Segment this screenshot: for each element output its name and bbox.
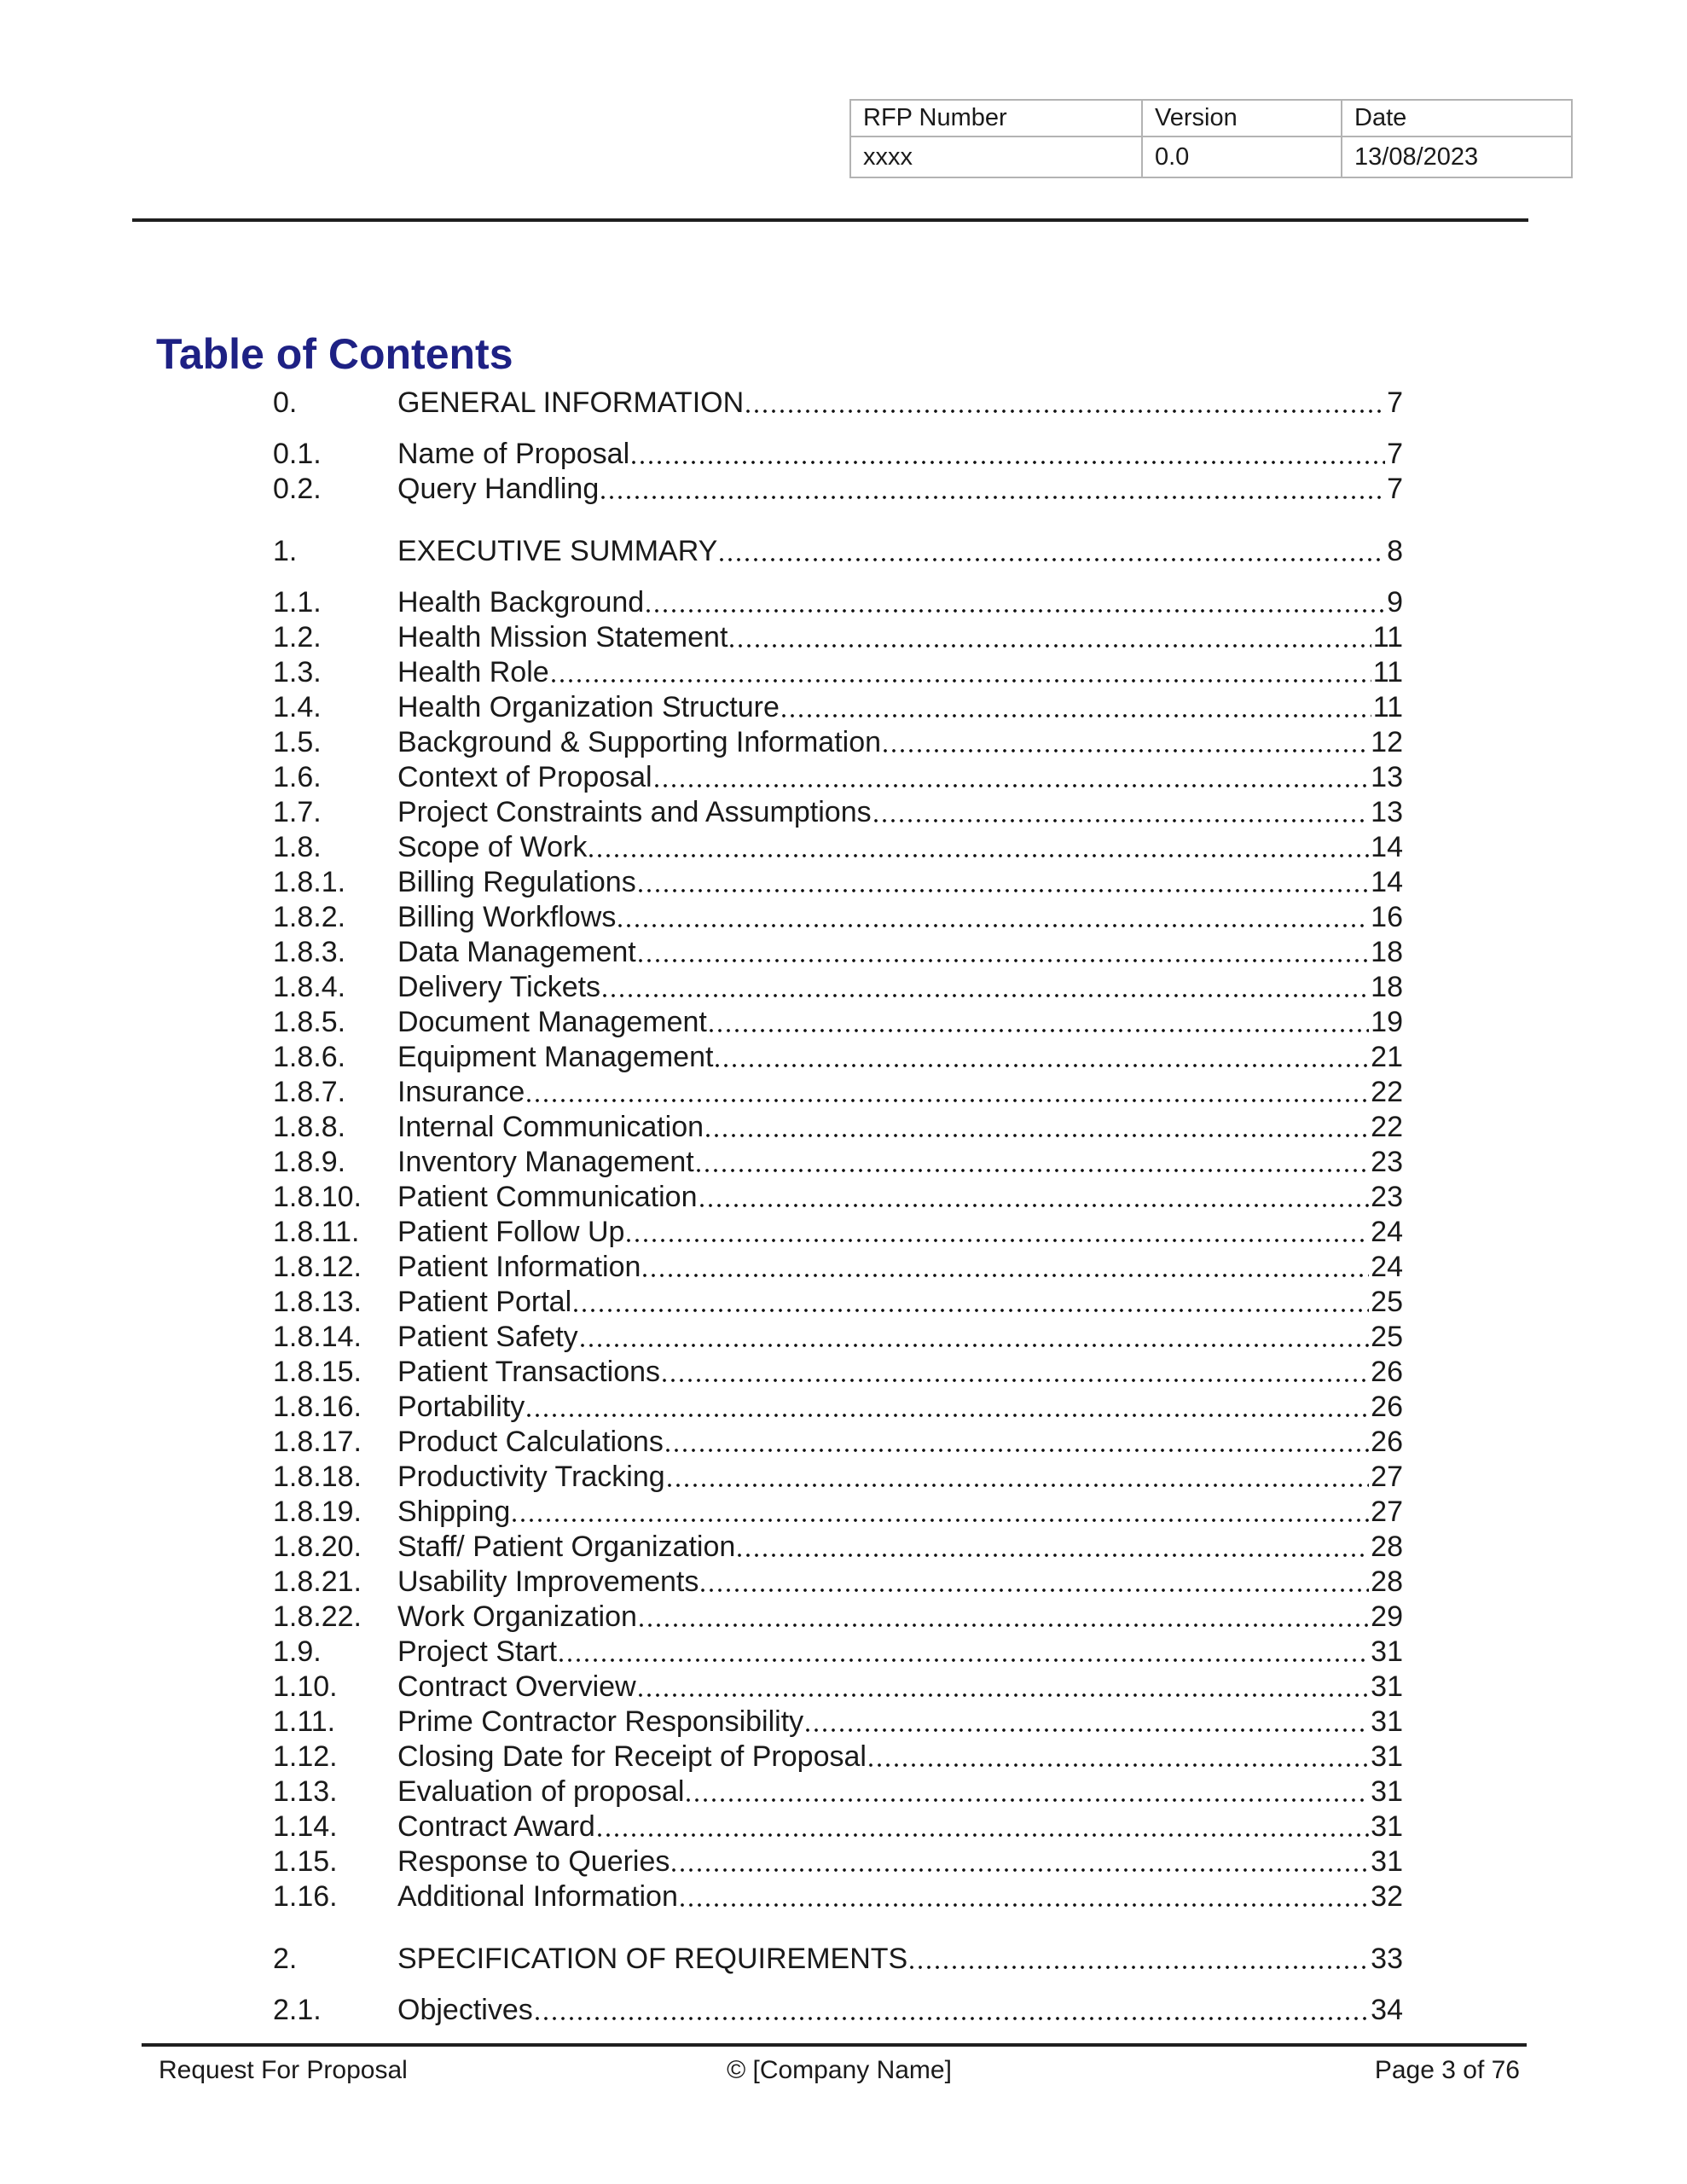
toc-dot-leader <box>639 1693 1370 1697</box>
toc-entry[interactable] <box>273 585 1403 620</box>
toc-entry[interactable] <box>273 795 1403 830</box>
toc-entry[interactable] <box>273 900 1403 935</box>
toc-entry[interactable] <box>273 1145 1403 1180</box>
toc-entry-page: 21 <box>1371 1041 1403 1073</box>
toc-entry-title: Evaluation of proposal <box>397 1775 685 1808</box>
toc-entry-title: Name of Proposal <box>397 438 630 470</box>
toc-entry[interactable] <box>273 1993 1403 2028</box>
toc-entry-number: 1.5. <box>273 726 322 758</box>
toc-entry-title: Data Management <box>397 936 636 968</box>
toc-dot-leader <box>681 1903 1369 1907</box>
toc-entry-page: 16 <box>1371 901 1403 933</box>
toc-dot-leader <box>706 1134 1369 1137</box>
toc-dot-leader <box>559 1658 1369 1662</box>
toc-entry-page: 9 <box>1387 586 1403 619</box>
footer-copyright: © [Company Name] <box>727 2056 952 2084</box>
toc-dot-leader <box>716 1064 1369 1067</box>
toc-entry-page: 7 <box>1387 438 1403 470</box>
toc-entry-number: 1.8.7. <box>273 1076 346 1108</box>
toc-entry[interactable] <box>273 1390 1403 1425</box>
toc-dot-leader <box>701 1589 1369 1592</box>
toc-entry-page: 31 <box>1371 1670 1403 1703</box>
toc-entry-title: Project Constraints and Assumptions <box>397 796 872 828</box>
toc-entry-number: 1.14. <box>273 1810 338 1843</box>
toc-entry-number: 1.8.13. <box>273 1286 362 1318</box>
meta-value-date: 13/08/2023 <box>1342 136 1572 177</box>
toc-dot-leader <box>663 1379 1369 1382</box>
toc-entry-title: Billing Regulations <box>397 866 636 898</box>
meta-header-row <box>850 100 1572 136</box>
toc-dot-leader <box>730 644 1371 648</box>
toc-entry-page: 23 <box>1371 1146 1403 1178</box>
toc-entry-title: Additional Information <box>397 1880 678 1913</box>
toc-entry-number: 1.11. <box>273 1705 336 1738</box>
toc-entry-page: 24 <box>1371 1251 1403 1283</box>
toc-dot-leader <box>738 1554 1369 1557</box>
toc-entry-title: Equipment Management <box>397 1041 714 1073</box>
toc-entry-number: 1.8.12. <box>273 1251 362 1283</box>
toc-entry[interactable] <box>273 1320 1403 1355</box>
toc-dot-leader <box>513 1519 1369 1522</box>
toc-entry-page: 26 <box>1371 1391 1403 1423</box>
toc-dot-leader <box>666 1449 1369 1452</box>
toc-entry-title: Background & Supporting Information <box>397 726 882 758</box>
toc-list <box>273 386 1403 2028</box>
page-footer <box>159 2054 1520 2087</box>
toc-entry[interactable] <box>273 655 1403 690</box>
toc-entry-title: Patient Follow Up <box>397 1216 625 1248</box>
toc-entry[interactable] <box>273 1670 1403 1705</box>
toc-entry-title: Patient Communication <box>397 1181 698 1213</box>
rfp-meta-table <box>849 99 1573 178</box>
toc-entry-number: 1.8.8. <box>273 1111 346 1143</box>
toc-entry-page: 22 <box>1371 1076 1403 1108</box>
toc-dot-leader <box>720 558 1385 561</box>
toc-entry[interactable] <box>273 1565 1403 1600</box>
toc-dot-leader <box>782 714 1371 717</box>
meta-header-date: Date <box>1342 100 1572 136</box>
toc-dot-leader <box>884 749 1369 752</box>
toc-entry-page: 7 <box>1387 386 1403 419</box>
toc-entry-number: 1.8.6. <box>273 1041 346 1073</box>
toc-entry-number: 2.1. <box>273 1994 322 2026</box>
toc-entry-page: 14 <box>1371 866 1403 898</box>
toc-entry-title: Portability <box>397 1391 525 1423</box>
toc-entry-number: 2. <box>273 1943 298 1975</box>
toc-entry-number: 1.8.17. <box>273 1426 362 1458</box>
toc-entry-title: Contract Award <box>397 1810 595 1843</box>
toc-entry-page: 26 <box>1371 1426 1403 1458</box>
meta-header-version: Version <box>1142 100 1342 136</box>
toc-entry-page: 28 <box>1371 1531 1403 1563</box>
toc-entry-page: 18 <box>1371 936 1403 968</box>
toc-entry-number: 1.8.1. <box>273 866 346 898</box>
toc-entry-number: 1.1. <box>273 586 322 619</box>
toc-dot-leader <box>639 889 1369 892</box>
toc-entry-title: Query Handling <box>397 473 600 505</box>
toc-dot-leader <box>910 1966 1369 1969</box>
toc-entry-number: 1.10. <box>273 1670 338 1703</box>
page-title: Table of Contents <box>156 329 513 378</box>
toc-entry[interactable] <box>273 1250 1403 1285</box>
toc-entry-number: 1.2. <box>273 621 322 653</box>
toc-entry-page: 27 <box>1371 1461 1403 1493</box>
toc-entry-title: Staff/ Patient Organization <box>397 1531 736 1563</box>
toc-entry-number: 0.2. <box>273 473 322 505</box>
footer-document-title: Request For Proposal <box>159 2056 408 2084</box>
toc-entry-page: 22 <box>1371 1111 1403 1143</box>
toc-entry[interactable] <box>273 1215 1403 1250</box>
toc-dot-leader <box>710 1029 1369 1032</box>
toc-dot-leader <box>603 994 1369 997</box>
toc-entry-page: 31 <box>1371 1635 1403 1668</box>
toc-dot-leader <box>643 1274 1369 1277</box>
toc-dot-leader <box>536 2017 1369 2020</box>
toc-entry-number: 1.8.18. <box>273 1461 362 1493</box>
toc-entry-title: Usability Improvements <box>397 1565 699 1598</box>
toc-entry[interactable] <box>273 865 1403 900</box>
toc-entry-page: 12 <box>1371 726 1403 758</box>
toc-entry-page: 33 <box>1371 1943 1403 1975</box>
toc-dot-leader <box>527 1099 1369 1102</box>
toc-dot-leader <box>746 410 1385 413</box>
toc-entry-number: 1. <box>273 535 298 567</box>
toc-dot-leader <box>640 1623 1369 1627</box>
meta-value-row <box>850 136 1572 177</box>
toc-entry-number: 0. <box>273 386 298 419</box>
toc-entry-page: 31 <box>1371 1705 1403 1738</box>
toc-entry[interactable] <box>273 1530 1403 1565</box>
toc-entry[interactable] <box>273 760 1403 795</box>
toc-entry-title: Inventory Management <box>397 1146 694 1178</box>
toc-entry-number: 1.7. <box>273 796 322 828</box>
toc-dot-leader <box>627 1239 1369 1242</box>
toc-entry[interactable] <box>273 1460 1403 1495</box>
footer-divider-rule <box>142 2043 1527 2047</box>
toc-entry-title: Health Mission Statement <box>397 621 728 653</box>
toc-entry-page: 14 <box>1371 831 1403 863</box>
toc-entry-title: Closing Date for Receipt of Proposal <box>397 1740 867 1773</box>
toc-entry-title: Prime Contractor Responsibility <box>397 1705 804 1738</box>
toc-entry-number: 1.8.10. <box>273 1181 362 1213</box>
toc-entry[interactable] <box>273 437 1403 472</box>
toc-entry-page: 23 <box>1371 1181 1403 1213</box>
toc-entry[interactable] <box>273 620 1403 655</box>
toc-entry-title: Product Calculations <box>397 1426 664 1458</box>
toc-entry[interactable] <box>273 1495 1403 1530</box>
toc-entry-page: 24 <box>1371 1216 1403 1248</box>
toc-entry[interactable] <box>273 472 1403 507</box>
toc-entry[interactable] <box>273 1879 1403 1914</box>
toc-entry[interactable] <box>273 1844 1403 1879</box>
toc-entry-title: Shipping <box>397 1496 511 1528</box>
toc-entry[interactable] <box>273 1355 1403 1390</box>
toc-entry-page: 34 <box>1371 1994 1403 2026</box>
toc-entry-page: 13 <box>1371 761 1403 793</box>
toc-entry-number: 1.8.19. <box>273 1496 362 1528</box>
toc-entry[interactable] <box>273 830 1403 865</box>
toc-entry-number: 1.8.9. <box>273 1146 346 1178</box>
toc-entry[interactable] <box>273 690 1403 725</box>
toc-entry[interactable] <box>273 1635 1403 1670</box>
toc-entry-number: 1.4. <box>273 691 322 723</box>
toc-entry-title: Document Management <box>397 1006 707 1038</box>
toc-dot-leader <box>697 1169 1369 1172</box>
toc-entry[interactable] <box>273 1942 1403 1977</box>
toc-entry-title: Patient Transactions <box>397 1356 661 1388</box>
toc-entry-number: 1.13. <box>273 1775 338 1808</box>
toc-entry[interactable] <box>273 1285 1403 1320</box>
toc-dot-leader <box>574 1309 1369 1312</box>
toc-entry-title: Contract Overview <box>397 1670 636 1703</box>
toc-entry[interactable] <box>273 1040 1403 1075</box>
toc-entry-page: 11 <box>1372 656 1403 688</box>
toc-entry[interactable] <box>273 1425 1403 1460</box>
toc-entry-title: Billing Workflows <box>397 901 617 933</box>
toc-entry-page: 25 <box>1371 1286 1403 1318</box>
toc-entry-page: 26 <box>1371 1356 1403 1388</box>
toc-entry-title: Insurance <box>397 1076 525 1108</box>
toc-entry-title: Internal Communication <box>397 1111 704 1143</box>
toc-entry-title: Health Background <box>397 586 645 619</box>
toc-entry-title: Work Organization <box>397 1600 637 1633</box>
toc-entry-number: 1.8.5. <box>273 1006 346 1038</box>
footer-page-number: Page 3 of 76 <box>1374 2056 1520 2084</box>
toc-dot-leader <box>618 924 1369 927</box>
toc-dot-leader <box>589 854 1369 857</box>
toc-entry-page: 11 <box>1372 621 1403 653</box>
toc-entry-title: SPECIFICATION OF REQUIREMENTS <box>397 1943 908 1975</box>
toc-entry-page: 31 <box>1371 1845 1403 1878</box>
toc-entry-title: Patient Safety <box>397 1321 578 1353</box>
toc-dot-leader <box>687 1798 1369 1802</box>
toc-entry-number: 1.8.16. <box>273 1391 362 1423</box>
toc-entry-number: 1.8.3. <box>273 936 346 968</box>
meta-value-rfp-number: xxxx <box>850 136 1142 177</box>
toc-entry-page: 11 <box>1372 691 1403 723</box>
toc-entry[interactable] <box>273 1075 1403 1110</box>
toc-dot-leader <box>700 1204 1370 1207</box>
toc-entry[interactable] <box>273 1110 1403 1145</box>
toc-entry-title: GENERAL INFORMATION <box>397 386 745 419</box>
toc-entry-page: 25 <box>1371 1321 1403 1353</box>
toc-dot-leader <box>632 461 1385 464</box>
meta-value-version: 0.0 <box>1142 136 1342 177</box>
toc-dot-leader <box>646 609 1385 613</box>
toc-dot-leader <box>668 1484 1370 1487</box>
toc-entry-number: 1.16. <box>273 1880 338 1913</box>
toc-entry-title: Health Role <box>397 656 549 688</box>
header-divider-rule <box>132 218 1528 222</box>
toc-entry-title: Objectives <box>397 1994 533 2026</box>
toc-entry-page: 18 <box>1371 971 1403 1003</box>
toc-entry[interactable] <box>273 1180 1403 1215</box>
toc-entry-page: 32 <box>1371 1880 1403 1913</box>
toc-entry[interactable] <box>273 534 1403 569</box>
toc-entry[interactable] <box>273 386 1403 421</box>
toc-entry-number: 1.8.20. <box>273 1531 362 1563</box>
toc-entry-page: 31 <box>1371 1740 1403 1773</box>
toc-entry[interactable] <box>273 1600 1403 1635</box>
toc-dot-leader <box>598 1833 1369 1837</box>
toc-entry-title: Delivery Tickets <box>397 971 601 1003</box>
toc-entry[interactable] <box>273 1740 1403 1774</box>
toc-entry-page: 29 <box>1371 1600 1403 1633</box>
toc-dot-leader <box>874 819 1370 822</box>
toc-dot-leader <box>639 959 1369 962</box>
toc-entry[interactable] <box>273 935 1403 970</box>
toc-entry[interactable] <box>273 1809 1403 1844</box>
toc-entry-title: Productivity Tracking <box>397 1461 665 1493</box>
toc-entry-title: Scope of Work <box>397 831 588 863</box>
toc-entry-title: Context of Proposal <box>397 761 652 793</box>
toc-entry[interactable] <box>273 1705 1403 1740</box>
toc-entry-number: 0.1. <box>273 438 322 470</box>
meta-header-rfp-number: RFP Number <box>850 100 1142 136</box>
toc-dot-leader <box>806 1728 1369 1732</box>
toc-entry[interactable] <box>273 725 1403 760</box>
toc-entry-number: 1.12. <box>273 1740 338 1773</box>
toc-entry-page: 27 <box>1371 1496 1403 1528</box>
toc-dot-leader <box>527 1414 1369 1417</box>
toc-dot-leader <box>869 1763 1369 1767</box>
toc-entry-number: 1.8. <box>273 831 322 863</box>
toc-entry-number: 1.8.11. <box>273 1216 360 1248</box>
toc-entry-number: 1.9. <box>273 1635 322 1668</box>
toc-entry-title: Patient Information <box>397 1251 641 1283</box>
toc-dot-leader <box>581 1344 1369 1347</box>
toc-entry-number: 1.8.2. <box>273 901 346 933</box>
toc-entry-number: 1.8.4. <box>273 971 346 1003</box>
toc-entry-title: Project Start <box>397 1635 558 1668</box>
toc-entry-page: 13 <box>1371 796 1403 828</box>
toc-entry-number: 1.8.15. <box>273 1356 362 1388</box>
toc-entry-title: Response to Queries <box>397 1845 670 1878</box>
toc-entry-number: 1.8.22. <box>273 1600 362 1633</box>
toc-entry-page: 28 <box>1371 1565 1403 1598</box>
toc-entry-page: 8 <box>1387 535 1403 567</box>
toc-entry-number: 1.15. <box>273 1845 338 1878</box>
toc-entry[interactable] <box>273 970 1403 1005</box>
toc-entry-page: 7 <box>1387 473 1403 505</box>
toc-entry-number: 1.8.21. <box>273 1565 362 1598</box>
toc-entry[interactable] <box>273 1005 1403 1040</box>
toc-entry[interactable] <box>273 1774 1403 1809</box>
toc-entry-title: Health Organization Structure <box>397 691 780 723</box>
toc-dot-leader <box>672 1868 1369 1872</box>
toc-entry-title: Patient Portal <box>397 1286 572 1318</box>
toc-entry-number: 1.3. <box>273 656 322 688</box>
toc-entry-number: 1.8.14. <box>273 1321 362 1353</box>
toc-dot-leader <box>552 679 1371 682</box>
toc-entry-number: 1.6. <box>273 761 322 793</box>
toc-entry-page: 31 <box>1371 1810 1403 1843</box>
toc-entry-page: 31 <box>1371 1775 1403 1808</box>
toc-entry-title: EXECUTIVE SUMMARY <box>397 535 718 567</box>
toc-entry-page: 19 <box>1371 1006 1403 1038</box>
toc-dot-leader <box>601 496 1385 499</box>
toc-dot-leader <box>655 784 1370 787</box>
